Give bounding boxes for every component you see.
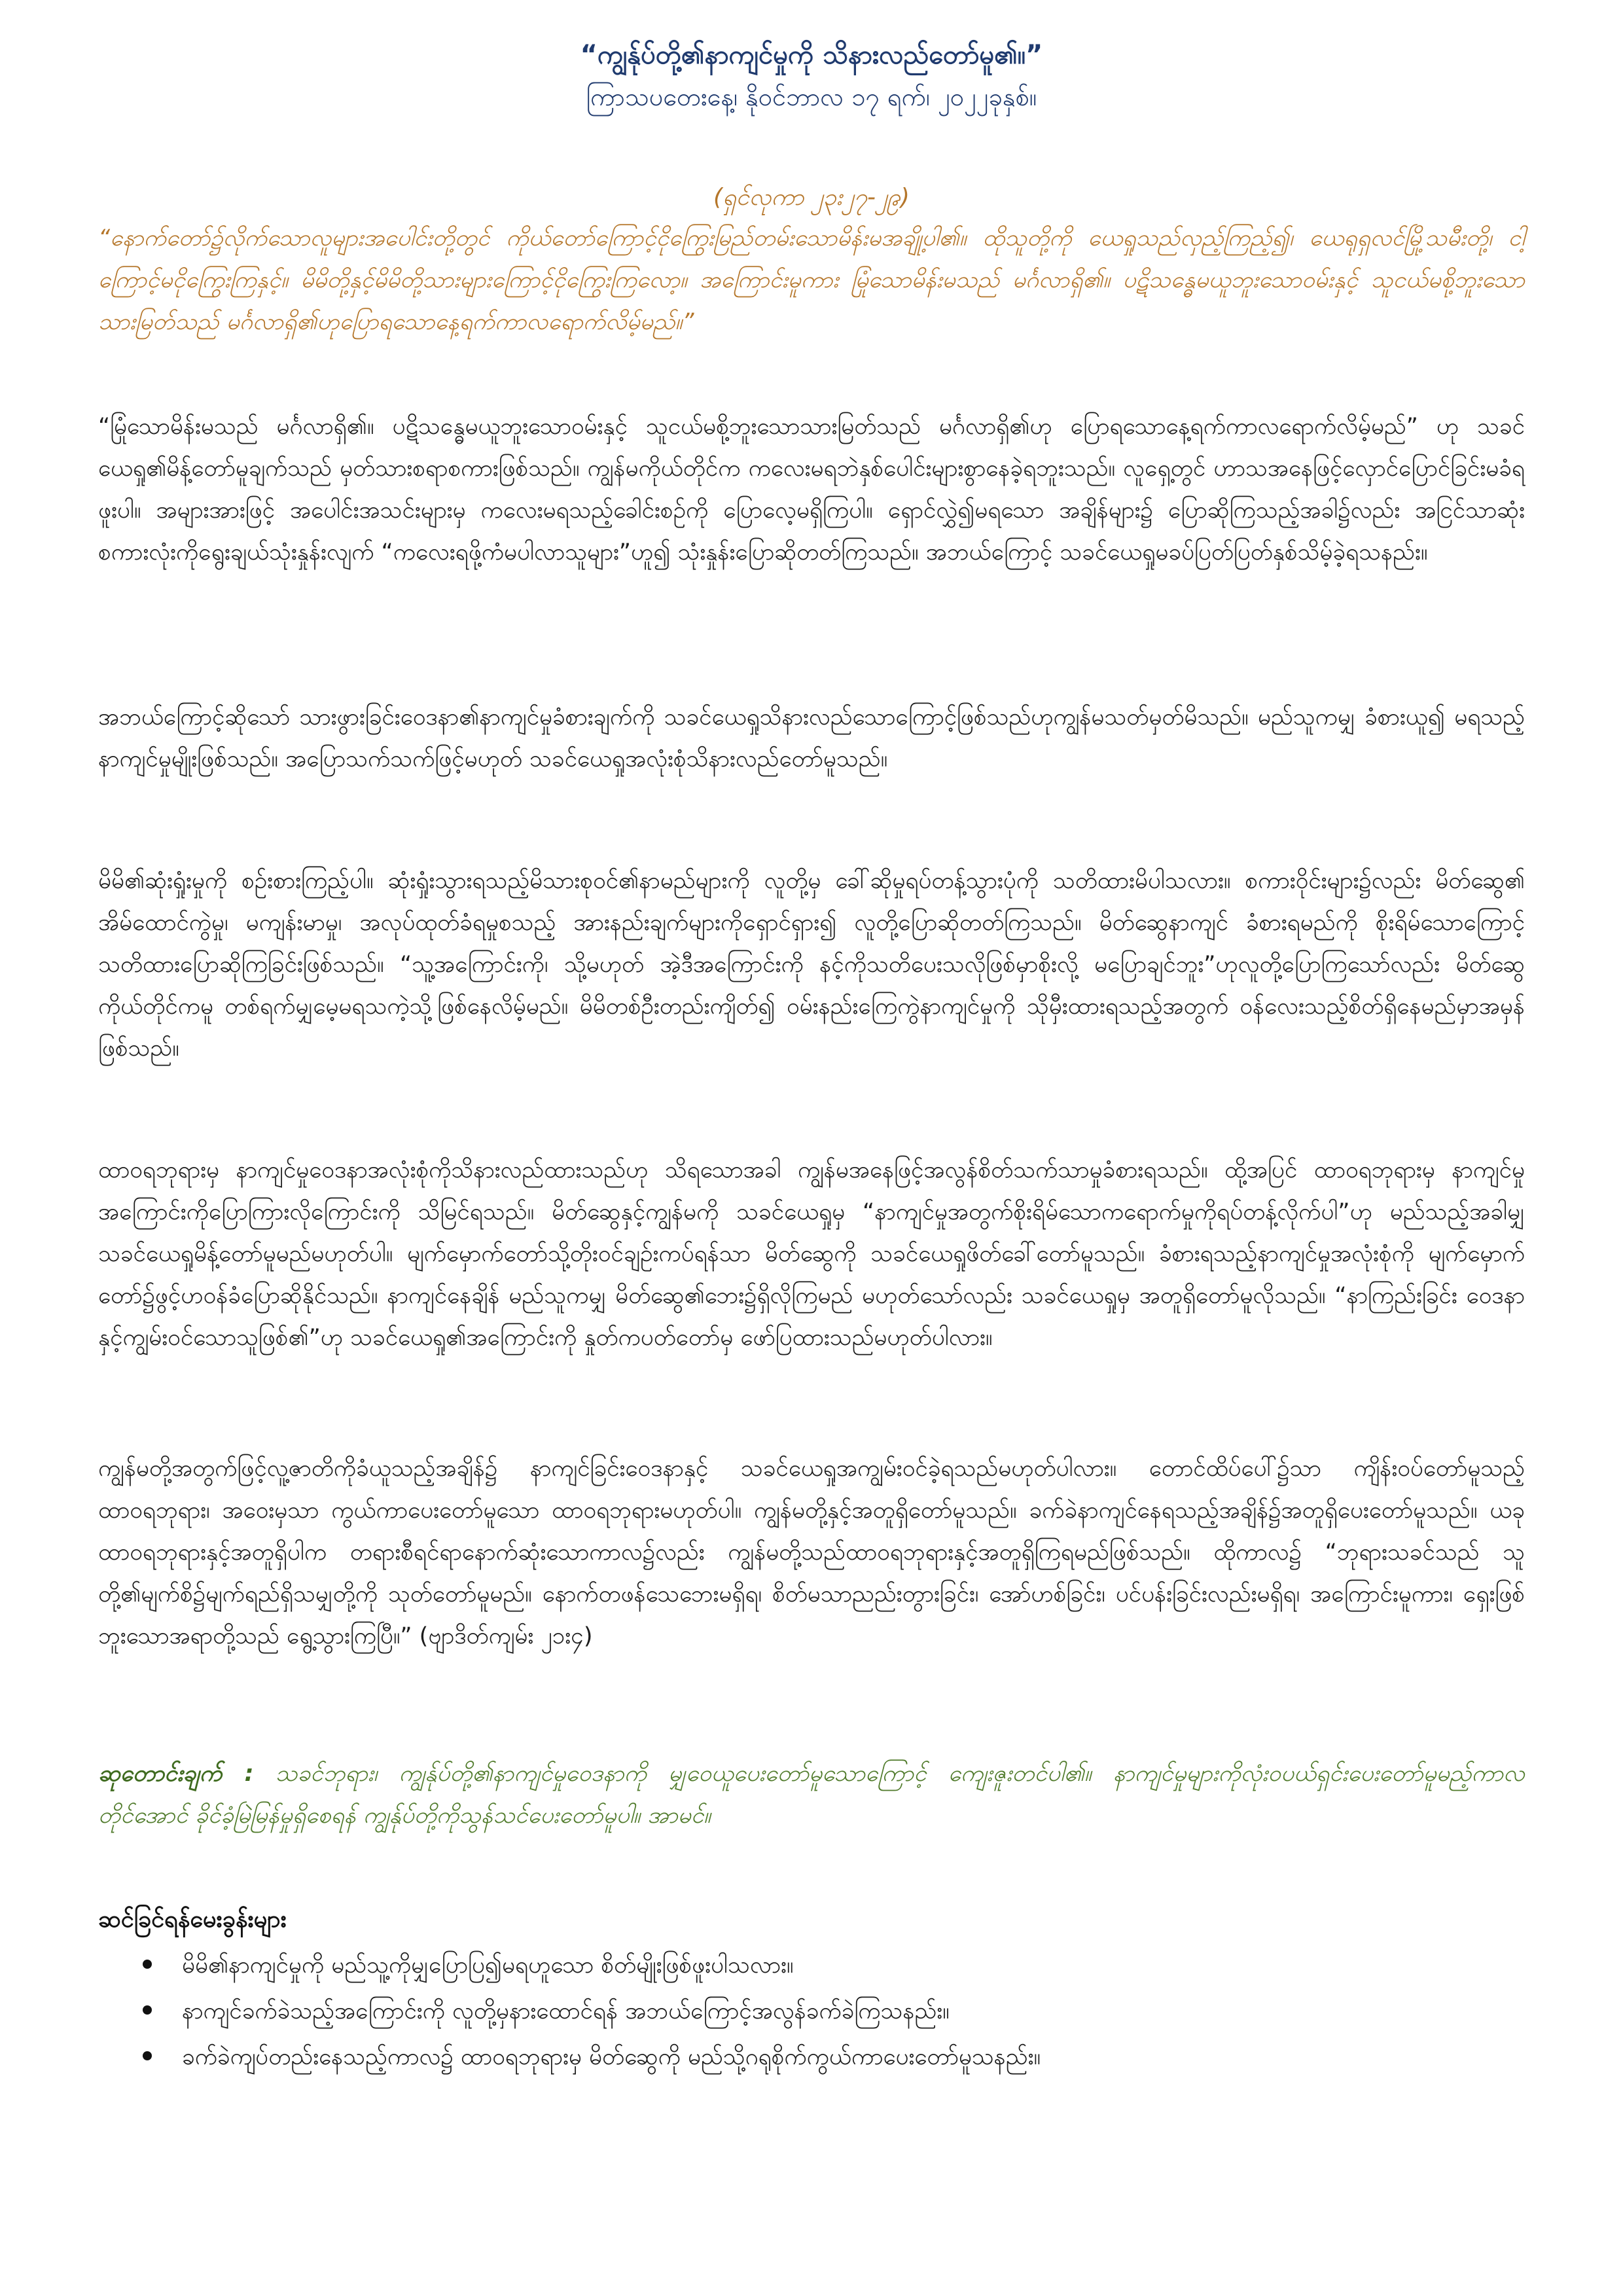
scripture-text: “နောက်တော်၌လိုက်သောလူများအပေါင်းတို့တွင် ကိုယ်တော်ကြောင့်ငိုကြွေးမြည်တမ်းသောမိန်းမအချို့ပါ၏။ ထိုသူတို့ကို ယေရှုသည်လှည့်ကြည့်၍၊ ယေရုရှလင်မြို့သမီးတို့၊ ငါ့ကြောင့်မငိုကြွေးကြနှင့်။ မိမိတို့နှင့်မိမိတို့သားများကြောင့်ငိုကြွေးကြလော့။ အကြောင်းမူကား မြုံသောမိန်းမသည် မင်္ဂလာရှိ၏။ ပဋိသန္ဓေမယူဘူးသောဝမ်းနှင့် သူငယ်မစို့ဘူးသောသားမြတ်သည် မင်္ဂလာရှိ၏ဟုပြောရသောနေ့ရက်ကာလရောက်လိမ့်မည်။” <box>98 225 1525 335</box>
bullet-icon <box>143 1960 152 1969</box>
question-text: မိမိ၏နာကျင်မှုကို မည်သူ့ကိုမျှပြောပြ၍မရဟူသော စိတ်မျိုးဖြစ်ဖူးပါသလား။ <box>182 1952 794 1979</box>
date-line: ကြာသပတေးနေ့၊ နိုဝင်ဘာလ ၁၇ ရက်၊ ၂၀၂၂ခုနှစ်။ <box>586 82 1037 111</box>
list-item <box>98 1988 1525 2034</box>
prayer-text: သခင်ဘုရား၊ ကျွန်ုပ်တို့၏နာကျင်မှုဝေဒနာကို မျှဝေယူပေးတော်မူသောကြောင့် ကျေးဇူးတင်ပါ၏။ နာကျင်မှုများကိုလုံးဝပယ်ရှင်းပေးတော်မူမည့်ကာလတိုင်အောင် ခိုင်ခံ့မြဲမြန်မှုရှိစေရန် ကျွန်ုပ်တို့ကိုသွန်သင်ပေးတော်မူပါ။ အာမင်။ <box>98 1761 1525 1829</box>
paragraph-1: “မြုံသောမိန်းမသည် မင်္ဂလာရှိ၏။ ပဋိသန္ဓေမယူဘူးသောဝမ်းနှင့် သူငယ်မစို့ဘူးသောသားမြတ်သည် မင်္ဂလာရှိ၏ဟု ပြောရသောနေ့ရက်ကာလရောက်လိမ့်မည်” ဟု သခင်ယေရှု၏မိန့်တော်မူချက်သည် မှတ်သားစရာစကားဖြစ်သည်။ ကျွန်မကိုယ်တိုင်က ကလေးမရဘဲနှစ်ပေါင်းများစွာနေခဲ့ရဘူးသည်။ လူရှေ့တွင် ဟာသအနေဖြင့်လှောင်ပြောင်ခြင်းမခံရဖူးပါ။ အများအားဖြင့် အပေါင်းအသင်းများမှ ကလေးမရသည့်ခေါင်းစဉ်ကို ပြောလေ့မရှိကြပါ။ ရှောင်လွှဲ၍မရသော အချိန်များ၌ ပြောဆိုကြသည့်အခါ၌လည်း အငြင်သာဆုံးစကားလုံးကိုရွေးချယ်သုံးနှုန်းလျက် “ကလေးရဖို့ကံမပါလာသူများ”ဟူ၍ သုံးနှုန်းပြောဆိုတတ်ကြသည်။ အဘယ်ကြောင့် သခင်ယေရှုမခပ်ပြတ်ပြတ်နှစ်သိမ့်ခဲ့ရသနည်း။ <box>98 414 1525 565</box>
scripture-reference: (ရှင်လုကာ ၂၃း၂၇-၂၉) <box>713 184 910 211</box>
page-title: “ကျွန်ုပ်တို့၏နာကျင်မှုကို သိနားလည်တော်မူ၏။” <box>580 40 1043 70</box>
list-item <box>98 1943 1525 1988</box>
paragraph-2: အဘယ်ကြောင့်ဆိုသော် သားဖွားခြင်းဝေဒနာ၏နာကျင်မှုခံစားချက်ကို သခင်ယေရှုသိနားလည်သောကြောင့်ဖြစ်သည်ဟုကျွန်မသတ်မှတ်မိသည်။ မည်သူကမျှ ခံစားယူ၍ မရသည့်နာကျင်မှုမျိုးဖြစ်သည်။ အပြောသက်သက်ဖြင့်မဟုတ် သခင်ယေရှုအလုံးစုံသိနားလည်တော်မူသည်။ <box>98 704 1525 772</box>
paragraph-4: ထာဝရဘုရားမှ နာကျင်မှုဝေဒနာအလုံးစုံကိုသိနားလည်ထားသည်ဟု သိရသောအခါ ကျွန်မအနေဖြင့်အလွန်စိတ်သက်သာမှုခံစားရသည်။ ထို့အပြင် ထာဝရဘုရားမှ နာကျင်မှုအကြောင်းကိုပြောကြားလိုကြောင်းကို သိမြင်ရသည်။ မိတ်ဆွေနှင့်ကျွန်မကို သခင်ယေရှုမှ “နာကျင်မှုအတွက်စိုးရိမ်သောကရောက်မှုကိုရပ်တန့်လိုက်ပါ”ဟု မည်သည့်အခါမျှ သခင်ယေရှုမိန့်တော်မူမည်မဟုတ်ပါ။ မျက်မှောက်တော်သို့တိုးဝင်ချဉ်းကပ်ရန်သာ မိတ်ဆွေကို သခင်ယေရှုဖိတ်ခေါ်တော်မူသည်။ ခံစားရသည့်နာကျင်မှုအလုံးစုံကို မျက်မှောက်တော်၌ဖွင့်ဟဝန်ခံပြောဆိုနိုင်သည်။ နာကျင်နေချိန် မည်သူကမျှ မိတ်ဆွေ၏ဘေး၌ရှိလိုကြမည် မဟုတ်သော်လည်း သခင်ယေရှုမှ အတူရှိတော်မူလိုသည်။ “နာကြည်းခြင်း ဝေဒနာနှင့်ကျွမ်းဝင်သောသူဖြစ်၏”ဟု သခင်ယေရှု၏အကြောင်းကို နှုတ်ကပတ်တော်မှ ဖော်ပြထားသည်မဟုတ်ပါလား။ <box>98 1157 1525 1351</box>
questions-heading: ဆင်ခြင်ရန်မေးခွန်းများ <box>98 1906 287 1933</box>
prayer-label: ဆုတောင်းချက် : <box>98 1761 254 1787</box>
paragraph-5: ကျွန်မတို့အတွက်ဖြင့်လူ့ဇာတိကိုခံယူသည့်အချိန်၌ နာကျင်ခြင်းဝေဒနာနှင့် သခင်ယေရှုအကျွမ်းဝင်ခဲ့ရသည်မဟုတ်ပါလား။ တောင်ထိပ်ပေါ်၌သာ ကျိန်းဝပ်တော်မူသည့်ထာဝရဘုရား၊ အဝေးမှသာ ကွယ်ကာပေးတော်မူသော ထာဝရဘုရားမဟုတ်ပါ။ ကျွန်မတို့နှင့်အတူရှိတော်မူသည်။ ခက်ခဲနာကျင်နေရသည့်အချိန်၌အတူရှိပေးတော်မူသည်။ ယခု ထာဝရဘုရားနှင့်အတူရှိပါက တရားစီရင်ရာနောက်ဆုံးသောကာလ၌လည်း ကျွန်မတို့သည်ထာဝရဘုရားနှင့်အတူရှိကြရမည်ဖြစ်သည်။ ထိုကာလ၌ “ဘုရားသခင်သည် သူတို့၏မျက်စိ၌မျက်ရည်ရှိသမျှတို့ကို သုတ်တော်မူမည်။ နောက်တဖန်သေဘေးမရှိရ၊ စိတ်မသာညည်းတွားခြင်း၊ အော်ဟစ်ခြင်း၊ ပင်ပန်းခြင်းလည်းမရှိရ၊ အကြောင်းမူကား၊ ရှေးဖြစ်ဘူးသောအရာတို့သည် ရွေ့သွားကြပြီ။” (ဗျာဒိတ်ကျမ်း ၂၁း၄) <box>98 1456 1525 1649</box>
list-item <box>98 2034 1525 2080</box>
bullet-icon <box>143 2051 152 2060</box>
bullet-icon <box>143 2005 152 2015</box>
question-text: ခက်ခဲကျပ်တည်းနေသည့်ကာလ၌ ထာဝရဘုရားမှ မိတ်ဆွေကို မည်သို့ဂရုစိုက်ကွယ်ကာပေးတော်မူသနည်း။ <box>182 2044 1041 2070</box>
question-text: နာကျင်ခက်ခဲသည့်အကြောင်းကို လူတို့မှနားထောင်ရန် အဘယ်ကြောင့်အလွန်ခက်ခဲကြသနည်း။ <box>182 1998 950 2024</box>
paragraph-3: မိမိ၏ဆုံးရှုံးမှုကို စဉ်းစားကြည့်ပါ။ ဆုံးရှုံးသွားရသည့်မိသားစုဝင်၏နာမည်များကို လူတို့မှ ခေါ်ဆိုမှုရပ်တန့်သွားပုံကို သတိထားမိပါသလား။ စကားဝိုင်းများ၌လည်း မိတ်ဆွေ၏ အိမ်ထောင်ကွဲမှု၊ မကျန်းမာမှု၊ အလုပ်ထုတ်ခံရမှုစသည့် အားနည်းချက်များကိုရှောင်ရှား၍ လူတို့ပြောဆိုတတ်ကြသည်။ မိတ်ဆွေနာကျင် ခံစားရမည်ကို စိုးရိမ်သောကြောင့် သတိထားပြောဆိုကြခြင်းဖြစ်သည်။ “သူ့အကြောင်းကို၊ သို့မဟုတ် အဲ့ဒီအကြောင်းကို နင့်ကိုသတိပေးသလိုဖြစ်မှာစိုးလို့ မပြောချင်ဘူး”ဟုလူတို့ပြောကြသော်လည်း မိတ်ဆွေကိုယ်တိုင်ကမူ တစ်ရက်မျှမေ့မရသကဲ့သို့ဖြစ်နေလိမ့်မည်။ မိမိတစ်ဦးတည်းကျိတ်၍ ဝမ်းနည်းကြေကွဲနာကျင်မှုကို သိုမှီးထားရသည့်အတွက် ဝန်လေးသည့်စိတ်ရှိနေမည်မှာအမှန်ဖြစ်သည်။ <box>98 868 1525 1062</box>
prayer-block <box>98 1753 1525 1837</box>
questions-list <box>98 1943 1525 2080</box>
